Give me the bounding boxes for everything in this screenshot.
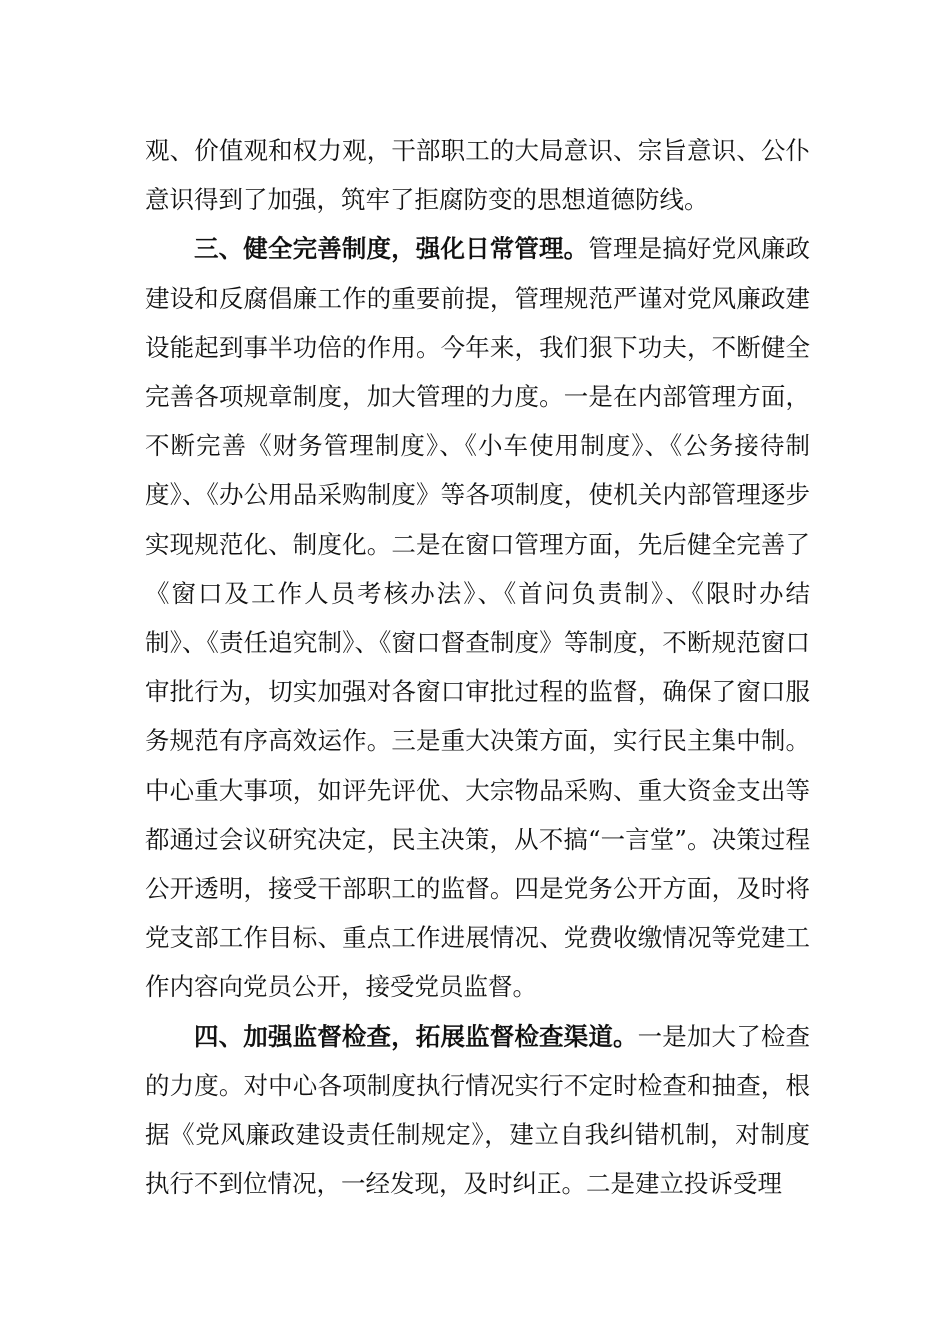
section-heading: 四、加强监督检查，拓展监督检查渠道。 [194,1021,638,1051]
paragraph-continuation [145,126,810,224]
section-heading: 三、健全完善制度，强化日常管理。 [194,234,589,264]
paragraph-text: 管理是搞好党风廉政建设和反腐倡廉工作的重要前提，管理规范严谨对党风廉政建设能起到事半功倍的作用。今年来，我们狠下功夫，不断健全完善各项规章制度，加大管理的力度。一是在内部管理方面，不断完善《财务管理制度》、《小车使用制度》、《公务接待制度》、《办公用品采购制度》等各项制度，使机关内部管理逐步实现规范化、制度化。二是在窗口管理方面，先后健全完善了《窗口及工作人员考核办法》、《首问负责制》、《限时办结制》、《责任追究制》、《窗口督查制度》等制度，不断规范窗口审批行为，切实加强对各窗口审批过程的监督，确保了窗口服务规范有序高效运作。三是重大决策方面，实行民主集中制。中心重大事项，如评先评优、大宗物品采购、重大资金支出等都通过会议研究决定，民主决策，从不搞“一言堂”。决策过程公开透明，接受干部职工的监督。四是党务公开方面，及时将党支部工作目标、重点工作进展情况、党费收缴情况等党建工作内容向党员公开，接受党员监督。 [145,234,811,1002]
paragraph-section-three [145,224,810,1011]
paragraph-section-four [145,1012,810,1209]
paragraph-text: 观、价值观和权力观，干部职工的大局意识、宗旨意识、公仆意识得到了加强，筑牢了拒腐防变的思想道德防线。 [145,136,810,215]
paragraph-text: 一是加大了检查的力度。对中心各项制度执行情况实行不定时检查和抽查，根据《党风廉政建设责任制规定》，建立自我纠错机制，对制度执行不到位情况，一经发现，及时纠正。二是建立投诉受理 [145,1021,810,1199]
document-page [145,126,810,1208]
